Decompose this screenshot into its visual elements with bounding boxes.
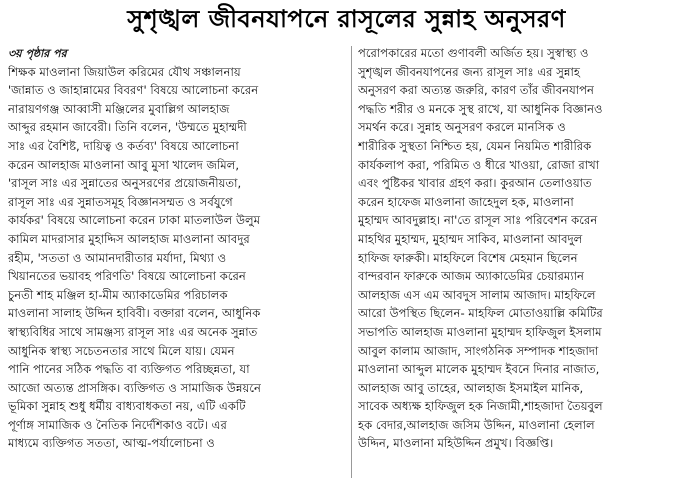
article-line: পানি পানের সঠিক পদ্ধতি বা ব্যক্তিগত পরিচ্ছন্নতা, যা [8, 362, 250, 377]
article-line: বান্দরবান ফারুকে আজম অ্যাকাডেমির চেয়ারম্যান [358, 269, 584, 284]
article-line: কামিল মাদরাসার মুহাদ্দিস আলহাজ মাওলানা আবদুর [8, 231, 250, 246]
article-line: আধুনিক স্বাস্থ্য সচেতনতার সাথে মিলে যায়। যেমন [8, 343, 235, 358]
continued-from-label: ৩য় পৃষ্ঠার পর [8, 47, 67, 60]
article-line: কার্যকলাপ করা, পরিমিত ও ধীরে খাওয়া, রোজা রাখা [358, 157, 600, 172]
article-line: রহীম, 'সততা ও আমানদারীতার মর্যাদা, মিথ্যা ও [8, 250, 227, 265]
article-line: সাঃ এর বৈশিষ্ট, দায়িত্ব ও কর্তব্য' বিষয়ে আলোচনা [8, 138, 239, 153]
article-line: আলহাজ আবু তাহের, আলহাজ ইসমাইল মানিক, [358, 380, 584, 395]
article-line: আব্দুর রহমান জাবেরী। তিনি বলেন, 'উম্মতে মুহাম্মদী [8, 120, 247, 135]
article-line: মাহথির মুহাম্মদ, মুহাম্মদ সাকিব, মাওলানা আবদুল [358, 231, 583, 246]
article-line: মাওলানা আব্দুল মালেক মুহাম্মদ ইবনে দিনার নাজাত, [358, 362, 600, 377]
article-line: করেন হাফেজ মাওলানা জাহেদুল হক, মাওলানা [358, 194, 574, 209]
article-line: স্বাস্থ্যবিধির সাথে সামঞ্জস্য রাসূল সাঃ এর অনেক সুন্নাত [8, 324, 258, 339]
article-line [8, 44, 346, 63]
article-line: পূর্ণাঙ্গ সামাজিক ও নৈতিক নির্দেশিকাও বটে। এর [8, 417, 227, 432]
article-line: ভূমিকা সুন্নাহ শুধু ধর্মীয় বাধ্যবাধকতা নয়, এটি একটি [8, 399, 246, 414]
article-line: রাসূল সাঃ এর সুন্নাতসমূহ বিজ্ঞানসম্মত ও সর্বযুগে [8, 194, 233, 209]
article-line: মাওলানা সালাহ উদ্দিন হাবিবী। বক্তারা বলেন, আধুনিক [8, 306, 261, 321]
article-line: আরো উপস্থিত ছিলেন- মাহফিল মোতাওয়াল্লি কমিটির [358, 306, 603, 321]
article-line: চুনতী শাহ মঞ্জিল হা-মীম অ্যাকাডেমির পরিচালক [8, 287, 228, 302]
article-line: শিক্ষক মাওলানা জিয়াউল করিমের যৌথ সঞ্চালনায় [8, 64, 241, 79]
article-line: সাবেক অধ্যক্ষ হাফিজুল হক নিজামী,শাহজাদা তৈয়বুল [358, 399, 603, 414]
article-line: কার্যকর' বিষয়ে আলোচনা করেন ঢাকা মাতলাউল উলুম [8, 213, 261, 228]
article-line: পদ্ধতি শরীর ও মনকে সুস্থ রাখে, যা আধুনিক বিজ্ঞানও [358, 101, 603, 116]
article-line: হক বেদার,আলহাজ জসিম উদ্দিন, মাওলানা হেলাল [358, 417, 595, 432]
article-line: সভাপতি আলহাজ মাওলানা মুহাম্মদ হাফিজুল ইসলাম [358, 324, 602, 339]
article-line: খিয়ানতের ভয়াবহ পরিণতি' বিষয়ে আলোচনা করেন [8, 269, 246, 284]
article-line: শারীরিক সুস্থতা নিশ্চিত হয়, যেমন নিয়মিত শারীরিক [358, 138, 592, 153]
headline: সুশৃঙ্খল জীবনযাপনে রাসূলের সুন্নাহ অনুসরণ [127, 5, 566, 33]
article-line: আবুল কালাম আজাদ, সাংগঠনিক সম্পাদক শাহজাদা [358, 343, 599, 358]
article-line: মাধ্যমে ব্যক্তিগত সততা, আত্ম-পর্যালোচনা ও [8, 436, 215, 451]
article-line: হাফিজ ফারুকী। মাহফিলে বিশেষ মেহমান ছিলেন [358, 250, 578, 265]
article-line: সুশৃঙ্খল জীবনযাপনের জন্য রাসূল সাঃ এর সুন্নাহ [358, 64, 580, 79]
article-column-right [358, 44, 686, 453]
article-line: নারায়ণগঞ্জ আব্বাসী মঞ্জিলের মুবাল্লিগ আলহাজ [8, 101, 230, 116]
article-line: 'জান্নাত ও জাহান্নামের বিবরণ' বিষয়ে আলোচনা করেন [8, 83, 259, 98]
article-column-left [8, 44, 346, 453]
column-divider [351, 46, 352, 478]
article-line: সমর্থন করে। সুন্নাহ অনুসরণ করলে মানসিক ও [358, 120, 566, 135]
article-line: এবং পুষ্টিকর খাবার গ্রহণ করা। কুরআন তেলাওয়াত [358, 176, 592, 191]
article-line: 'রাসূল সাঃ এর সুন্নাতের অনুসরণের প্রয়োজনীয়তা, [8, 176, 242, 191]
article-line: অনুসরণ করা অত্যন্ত জরুরি, কারণ তাঁর জীবনযাপন [358, 83, 594, 98]
article-line: করেন আলহাজ মাওলানা আবু মুসা খালেদ জমিল, [8, 157, 240, 172]
article-line: আলহাজ এস এম আবদুস সালাম আজাদ। মাহফিলে [358, 287, 596, 302]
article-line: পরোপকারের মতো গুণাবলী অর্জিত হয়। সুস্বাস্থ্য ও [358, 46, 589, 60]
article-line: মুহাম্মদ আবদুল্লাহ। না'তে রাসূল সাঃ পরিবেশন করেন [358, 213, 598, 228]
article-line: আজো অত্যন্ত প্রাসঙ্গিক। ব্যক্তিগত ও সামাজিক উন্নয়নে [8, 380, 261, 395]
article-line: উদ্দিন, মাওলানা মহিউদ্দিন প্রমুখ। বিজ্ঞপ্তি। [358, 436, 554, 451]
